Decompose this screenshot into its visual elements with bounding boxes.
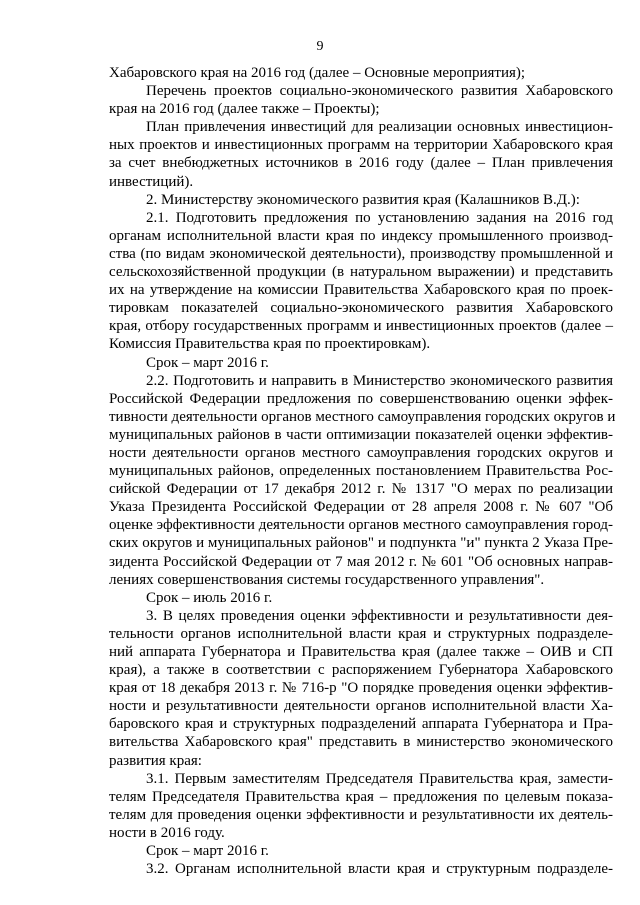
text-line: муниципальных районов, определенных постановлением Правительства Рос- — [109, 463, 613, 480]
document-body — [109, 64, 616, 878]
text-line: 2.1. Подготовить предложения по установлению задания на 2016 год — [146, 209, 613, 226]
text-line: Российской Федерации предложения по совершенствованию оценки эффек- — [109, 390, 613, 407]
text-line: Срок – июль 2016 г. — [146, 589, 273, 606]
text-line: края на 2016 год (далее также – Проекты); — [109, 101, 380, 118]
text-line: баровского края и структурных подразделений аппарата Губернатора и Пра- — [109, 716, 613, 733]
text-line: края, отбору государственных программ и инвестиционных проектов (далее – — [109, 318, 613, 335]
text-line: края от 18 декабря 2013 г. № 716-р "О порядке проведения оценки эффектив- — [109, 680, 613, 697]
page-number: 9 — [316, 39, 324, 54]
text-line: сийской Федерации от 17 декабря 2012 г. № 1317 "О мерах по реализации — [109, 481, 613, 498]
text-line: ских округов и муниципальных районов" и подпункта "и" пункта 2 Указа Пре- — [109, 535, 613, 552]
text-line: ности деятельности органов местного самоуправления городских округов и — [109, 444, 613, 461]
text-line: инвестиций). — [109, 173, 194, 190]
text-line: Срок – март 2016 г. — [146, 354, 269, 371]
text-line: тивности деятельности органов местного самоуправления городских округов и — [109, 408, 616, 425]
text-line: телям для проведения оценки эффективности и результативности их деятель- — [109, 806, 613, 823]
text-line: края), а также в соответствии с распоряжением Губернатора Хабаровского — [109, 662, 613, 679]
text-line: Указа Президента Российской Федерации от 28 апреля 2008 г. № 607 "Об — [109, 499, 613, 516]
text-line: ства (по видам экономической деятельности), производству промышленной и — [109, 245, 613, 262]
text-line: их на утверждение на комиссии Правительства Хабаровского края по проек- — [109, 282, 613, 299]
text-line: 2. Министерству экономического развития края (Калашников В.Д.): — [146, 191, 580, 208]
text-line: тировкам показателей социально-экономического развития Хабаровского — [109, 300, 613, 317]
text-line: 3.2. Органам исполнительной власти края и структурным подразделе- — [146, 861, 613, 878]
text-line: Хабаровского края на 2016 год (далее – Основные мероприятия); — [109, 65, 526, 81]
text-line: муниципальных районов в части оптимизации показателей оценки эффектив- — [109, 426, 613, 443]
text-line: 3. В целях проведения оценки эффективности и результативности дея- — [146, 607, 613, 624]
text-line: сельскохозяйственной продукции (в натуральном выражении) и представить — [109, 264, 613, 281]
text-line: тельности органов исполнительной власти края и структурных подразделе- — [109, 625, 613, 642]
text-line: ний аппарата Губернатора и Правительства края (далее также – ОИВ и СП — [109, 644, 613, 660]
text-line: оценке эффективности деятельности органов местного самоуправления город- — [109, 517, 613, 534]
text-line: зидента Российской Федерации от 7 мая 2012 г. № 601 "Об основных направ- — [109, 553, 613, 570]
text-line: Комиссия Правительства края по проектировкам). — [109, 336, 431, 353]
text-line: ных проектов и инвестиционных программ на территории Хабаровского края — [109, 137, 613, 154]
text-line: за счет внебюджетных источников в 2016 году (далее – План привлечения — [109, 155, 613, 172]
text-line: развития края: — [109, 752, 202, 769]
text-line: ности в 2016 году. — [109, 824, 225, 841]
text-line: вительства Хабаровского края" представить в министерство экономического — [109, 734, 613, 751]
text-line: Срок – март 2016 г. — [146, 843, 269, 860]
text-line: 2.2. Подготовить и направить в Министерство экономического развития — [146, 372, 613, 389]
text-line: 3.1. Первым заместителям Председателя Правительства края, замести- — [146, 770, 613, 787]
text-line: План привлечения инвестиций для реализации основных инвестицион- — [146, 119, 613, 136]
text-line: Перечень проектов социально-экономического развития Хабаровского — [146, 83, 613, 100]
text-line: органам исполнительной власти края по индексу промышленного производ- — [109, 227, 613, 244]
text-line: телям Председателя Правительства края – предложения по целевым показа- — [109, 788, 613, 805]
text-line: лениях совершенствования системы государственного управления". — [109, 571, 545, 588]
text-line: ности и результативности деятельности органов исполнительной власти Ха- — [109, 698, 613, 715]
